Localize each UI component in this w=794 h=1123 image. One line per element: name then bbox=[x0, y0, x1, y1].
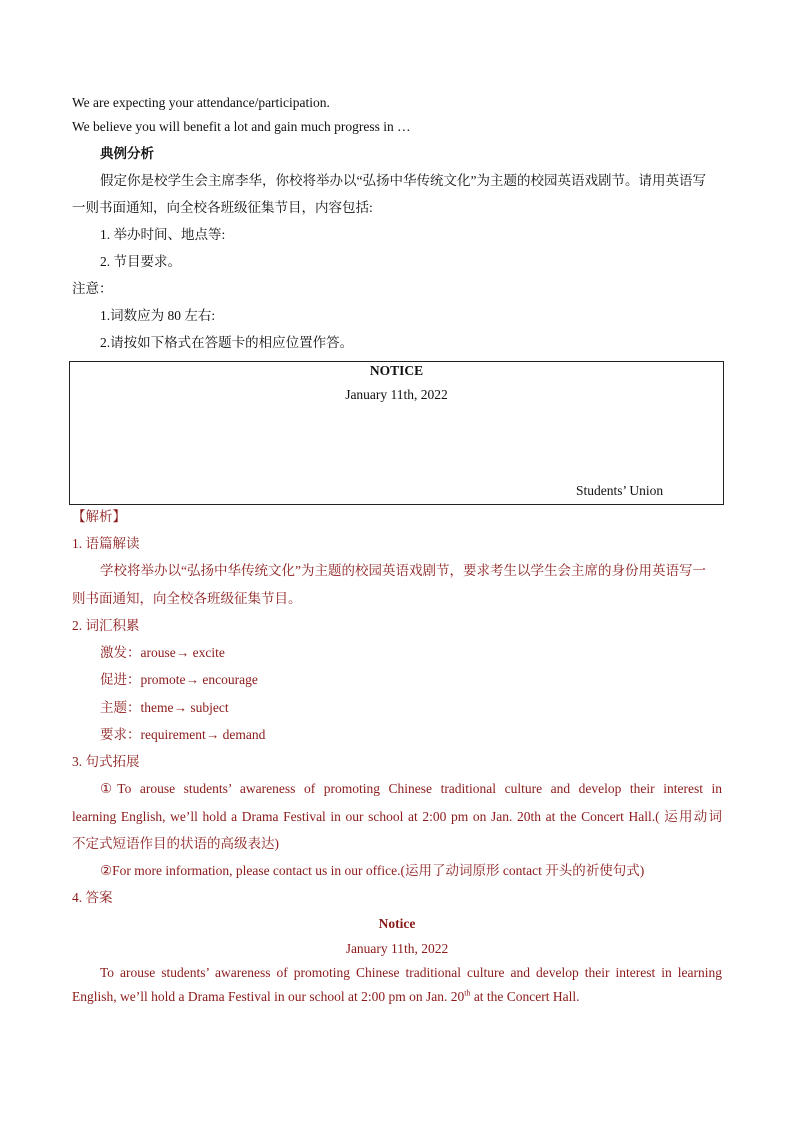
note-item-2: 2.请按如下格式在答题卡的相应位置作答。 bbox=[100, 335, 354, 350]
notice-box-title: NOTICE bbox=[369, 363, 424, 378]
intro-line-1: We are expecting your attendance/participation. bbox=[72, 95, 330, 110]
sentence1-line-3: 不定式短语作目的状语的高级表达) bbox=[72, 836, 279, 851]
section1-line-1: 学校将举办以“弘扬中华传统文化”为主题的校园英语戏剧节，要求考生以学生会主席的身份用英语写一 bbox=[100, 563, 706, 578]
notice-box-date: January 11th, 2022 bbox=[345, 387, 448, 402]
task-line-2: 一则书面通知，向全校各班级征集节目，内容包括: bbox=[72, 200, 373, 215]
answer-para-line-1: To arouse students’ awareness of promoting Chinese traditional culture and develop their interest in learning bbox=[100, 965, 722, 980]
section4-title: 4. 答案 bbox=[72, 890, 113, 905]
vocab-item: 促进：promote→ encourage bbox=[100, 672, 258, 687]
note-heading: 注意： bbox=[72, 281, 113, 296]
task-item-2: 2. 节目要求。 bbox=[100, 254, 181, 269]
section2-title: 2. 词汇积累 bbox=[72, 618, 140, 633]
notice-box-signature: Students’ Union bbox=[576, 483, 664, 498]
task-item-1: 1. 举办时间、地点等: bbox=[100, 227, 226, 242]
answer-para-line-2: English, we’ll hold a Drama Festival in our school at 2:00 pm on Jan. 20th at the Concert Hall. bbox=[72, 988, 580, 1004]
section3-title: 3. 句式拓展 bbox=[72, 754, 140, 769]
vocab-item: 主题：theme→ subject bbox=[100, 700, 229, 715]
sentence2: ②For more information, please contact us in our office.(运用了动词原形 contact 开头的祈使句式) bbox=[100, 863, 645, 878]
example-heading: 典例分析 bbox=[100, 146, 154, 161]
analysis-heading: 【解析】 bbox=[72, 509, 126, 524]
vocab-item: 激发：arouse→ excite bbox=[100, 645, 225, 660]
section1-title: 1. 语篇解读 bbox=[72, 536, 140, 551]
answer-notice-title: Notice bbox=[378, 916, 416, 931]
sentence1-line-2: learning English, we’ll hold a Drama Festival in our school at 2:00 pm on Jan. 20th at the Concert Hall.( 运用动词 bbox=[72, 809, 722, 824]
notice-template-box bbox=[69, 361, 724, 505]
note-item-1: 1.词数应为 80 左右: bbox=[100, 308, 216, 323]
section1-line-2: 则书面通知，向全校各班级征集节目。 bbox=[72, 591, 302, 606]
answer-date: January 11th, 2022 bbox=[345, 941, 449, 956]
vocab-item: 要求：requirement→ demand bbox=[100, 727, 266, 742]
intro-line-2: We believe you will benefit a lot and gain much progress in … bbox=[72, 119, 411, 134]
sentence1-line-1: ①To arouse students’ awareness of promoting Chinese traditional culture and develop their interest in bbox=[100, 781, 722, 796]
task-line-1: 假定你是校学生会主席李华，你校将举办以“弘扬中华传统文化”为主题的校园英语戏剧节。请用英语写 bbox=[100, 173, 706, 188]
